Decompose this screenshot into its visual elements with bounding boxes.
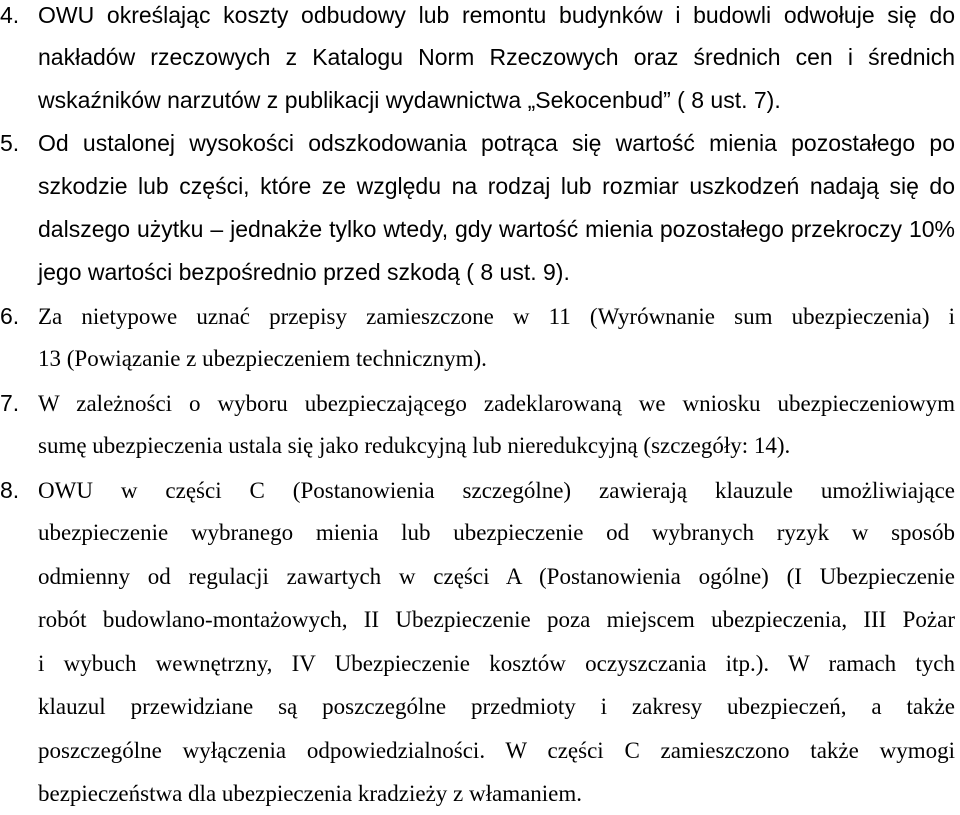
line-text: W zależności o wyboru ubezpieczającego zadeklarowaną we wniosku ubezpieczeniowym — [38, 391, 955, 416]
paragraph-line: bezpieczeństwa dla ubezpieczenia kradzieży z włamaniem. — [38, 781, 583, 806]
paragraph-line: klauzul przewidziane są poszczególne przedmioty i zakresy ubezpieczeń, a także — [38, 694, 955, 719]
line-text: OWU określając koszty odbudowy lub remontu budynków i budowli odwołuje się do — [38, 2, 955, 28]
paragraph-line: robót budowlano-montażowych, II Ubezpieczenie poza miejscem ubezpieczenia, III Pożar — [38, 607, 955, 632]
paragraph-line — [0, 382, 955, 424]
line-text: Od ustalonej wysokości odszkodowania potrąca się wartość mienia pozostałego po — [38, 130, 955, 156]
paragraph-line: ubezpieczenie wybranego mienia lub ubezpieczenie od wybranych ryzyk w sposób — [38, 520, 955, 545]
item-number: 6. — [0, 303, 20, 329]
paragraph-line: wskaźników narzutów z publikacji wydawnictwa „Sekocenbud” ( 8 ust. 7). — [38, 87, 781, 113]
paragraph-line: 13 (Powiązanie z ubezpieczeniem technicznym). — [38, 346, 487, 371]
paragraph-line — [0, 469, 955, 511]
line-text: Za nietypowe uznać przepisy zamieszczone w 11 (Wyrównanie sum ubezpieczenia) i — [38, 304, 955, 329]
paragraph-line: nakładów rzeczowych z Katalogu Norm Rzeczowych oraz średnich cen i średnich — [38, 44, 955, 70]
paragraph-line: sumę ubezpieczenia ustala się jako redukcyjną lub nieredukcyjną (szczegóły: 14). — [38, 433, 791, 458]
item-number: 7. — [0, 390, 20, 416]
paragraph-line — [0, 0, 955, 36]
item-number: 4. — [0, 2, 20, 28]
item-number: 8. — [0, 477, 20, 503]
paragraph-line — [0, 122, 955, 164]
paragraph-line: szkodzie lub części, które ze względu na rodzaj lub rozmiar uszkodzeń nadają się do — [38, 173, 955, 199]
item-number: 5. — [0, 130, 20, 156]
line-text: OWU w części C (Postanowienia szczególne) zawierają klauzule umożliwiające — [38, 478, 955, 503]
paragraph-line: odmienny od regulacji zawartych w części A (Postanowienia ogólne) (I Ubezpieczenie — [38, 564, 955, 589]
paragraph-line — [0, 295, 955, 337]
paragraph-line: jego wartości bezpośrednio przed szkodą ( 8 ust. 9). — [38, 259, 570, 285]
paragraph-line: dalszego użytku – jednakże tylko wtedy, gdy wartość mienia pozostałego przekroczy 10% — [38, 216, 955, 242]
paragraph-line: poszczególne wyłączenia odpowiedzialności. W części C zamieszczono także wymogi — [38, 738, 955, 763]
paragraph-line: i wybuch wewnętrzny, IV Ubezpieczenie kosztów oczyszczania itp.). W ramach tych — [38, 651, 955, 676]
